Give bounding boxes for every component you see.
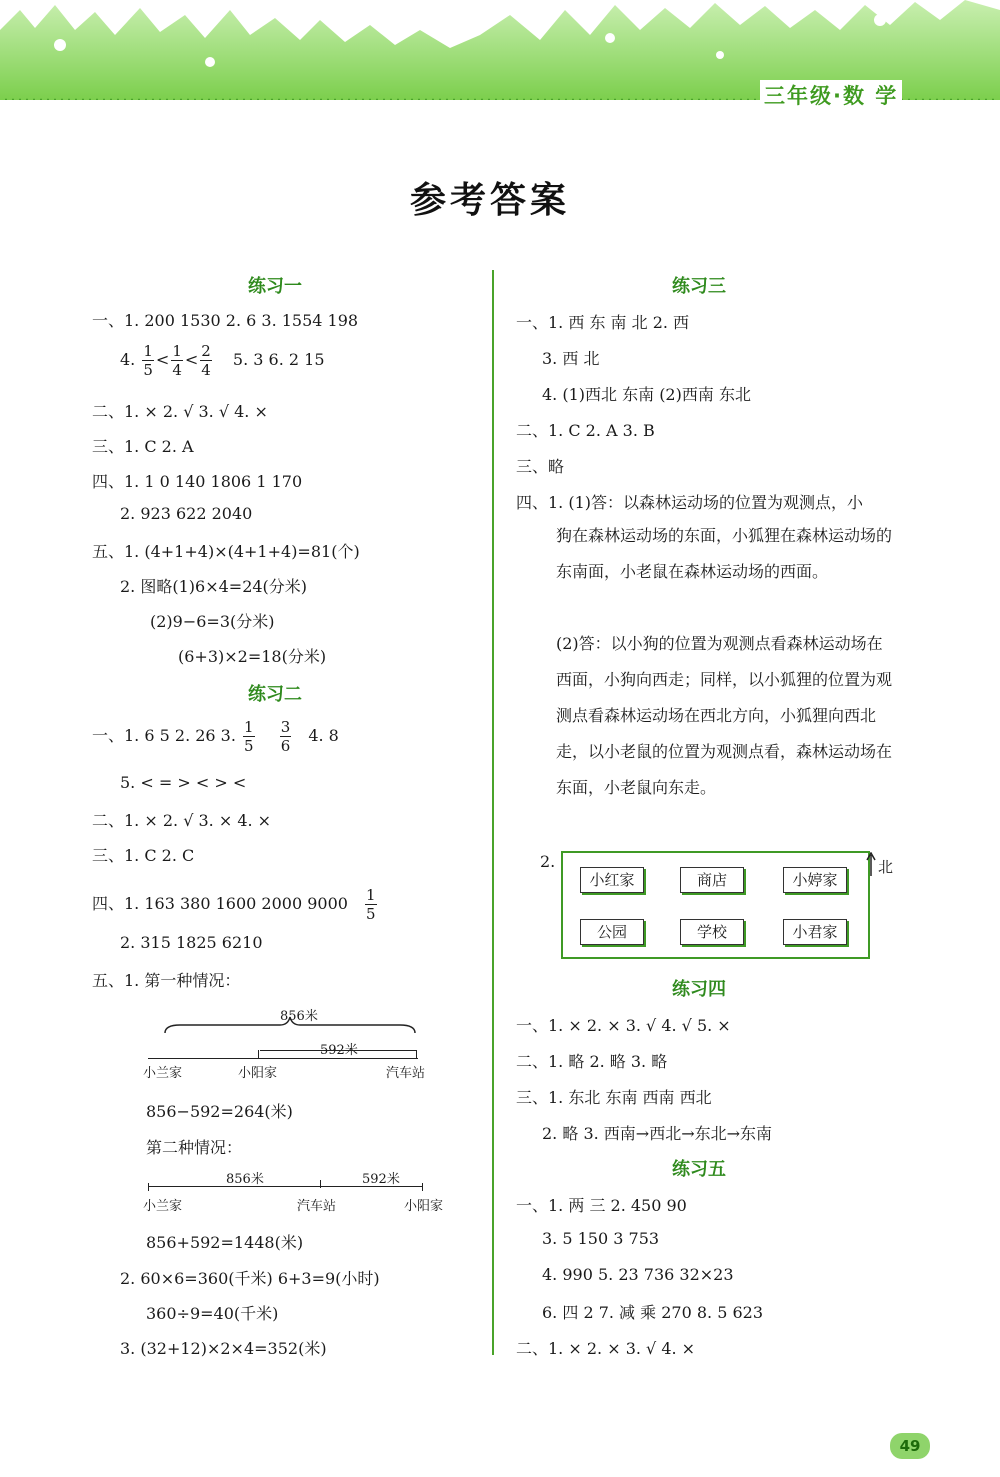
numerator: 1 [366,886,376,904]
numerator: 1 [143,342,153,360]
ex1-line-4: 三、1. C 2. A [92,437,194,456]
ex3-q2-label: 2. [540,852,556,871]
tick-xiaoyang [422,1183,423,1191]
ex2-line-9: 第二种情况： [146,1138,243,1157]
ex3-line-1: 一、1. 西 东 南 北 2. 西 [516,313,690,332]
ex2-line-5 [92,886,379,923]
north-arrow-icon [866,852,876,878]
map-cell-xiaohong-home: 小红家 [580,867,644,893]
ex2-line-4: 三、1. C 2. C [92,846,195,865]
ex4-line-2: 二、1. 略 2. 略 3. 略 [516,1052,668,1071]
ex2-line-10: 856+592=1448(米) [146,1233,304,1252]
denominator: 5 [143,361,153,379]
ex2-line-2: 5. < = > < > < [120,773,247,792]
ex2-line-3: 二、1. × 2. √ 3. × 4. × [92,811,272,830]
ex2-line-1-prefix: 一、1. 6 5 2. 26 3. [92,726,236,745]
ex3-line-5: 三、略 [516,457,565,476]
ex3-line-6: 四、1. (1)答：以森林运动场的位置为观测点，小 [516,493,864,512]
ex2-line-1-suffix: 4. 8 [308,726,339,745]
label-592: 592米 [320,1043,358,1058]
ex3-line-2: 3. 西 北 [542,349,600,368]
fraction-2-4 [200,342,212,379]
map-cell-shop: 商店 [680,867,744,893]
page-number: 49 [890,1433,930,1459]
denominator: 5 [244,737,254,755]
ex2-line-12: 360÷9=40(千米) [146,1304,279,1323]
grade-subject-label: 三年级·数 学 [760,80,902,110]
ex1-line-8: 2. 图略(1)6×4=24(分米) [120,577,308,596]
ex2-line-11: 2. 60×6=360(千米) 6+3=9(小时) [120,1269,380,1288]
north-label: 北 [878,858,894,876]
fraction-1-5 [142,342,154,379]
label-bus-station: 汽车站 [386,1066,426,1081]
ex3-line-3: 4. (1)西北 东南 (2)西南 东北 [542,385,751,404]
map-cell-xiaoting-home: 小婷家 [783,867,847,893]
map-cell-school: 学校 [680,919,744,945]
number-line [148,1058,418,1059]
fraction-1-4 [171,342,183,379]
ex2-line-7: 五、1. 第一种情况： [92,971,241,990]
ex4-line-4: 2. 略 3. 西南→西北→东北→东南 [542,1124,773,1143]
numerator: 2 [201,342,211,360]
label-xiaoyang-home: 小阳家 [238,1066,278,1081]
ex1-line-10: (6+3)×2=18(分米) [178,647,327,666]
ex4-line-1: 一、1. × 2. × 3. √ 4. √ 5. × [516,1016,731,1035]
label-856: 856米 [280,1009,318,1024]
label-856: 856米 [226,1172,264,1187]
ex3-line-4: 二、1. C 2. A 3. B [516,421,655,440]
denominator: 6 [280,737,291,755]
fraction-1-5 [243,718,255,755]
ex1-line-2 [120,342,325,379]
number-line [148,1186,423,1187]
ex5-line-4: 6. 四 2 7. 减 乘 270 8. 5 623 [542,1303,764,1322]
less-than-sign: < [155,350,170,369]
ex1-line-5: 四、1. 1 0 140 1806 1 170 [92,472,303,491]
numerator: 1 [172,342,182,360]
section-title-ex4: 练习四 [672,979,726,1000]
ex1-line-1: 一、1. 200 1530 2. 6 3. 1554 198 [92,311,359,330]
map-cell-park: 公园 [580,919,644,945]
ex2-line-8: 856−592=264(米) [146,1102,293,1121]
ex5-line-2: 3. 5 150 3 753 [542,1229,660,1248]
ex2-line-6: 2. 315 1825 6210 [120,933,263,952]
label-xiaolan-home: 小兰家 [143,1199,183,1214]
denominator: 5 [366,905,376,923]
tick-xiaoyang [258,1050,259,1058]
ex2-line-1 [92,718,339,755]
numerator: 3 [280,718,291,736]
ex3-answer-2: (2)答：以小狗的位置为观测点看森林运动场在西面，小狗向西走；同样，以小狐狸的位置为观测点看森林运动场在西北方向，小狐狸向西北走，以小老鼠的位置为观测点看，森林运动场在东面，小老鼠向东走。 [556,634,893,797]
ex1-line-9: (2)9−6=3(分米) [150,612,275,631]
label-bus-station: 汽车站 [297,1199,337,1214]
ex2-line-5-text: 四、1. 163 380 1600 2000 9000 [92,894,348,913]
ex1-line-6: 2. 923 622 2040 [120,504,253,523]
numerator: 1 [244,718,254,736]
fraction-1-5 [365,886,377,923]
ex1-line-3: 二、1. × 2. √ 3. √ 4. × [92,402,268,421]
fraction-3-6 [280,718,292,755]
page-title: 参考答案 [409,179,570,221]
denominator: 4 [172,361,182,379]
segment-592 [260,1050,417,1051]
tick-bus [416,1050,417,1058]
ex4-line-3: 三、1. 东北 东南 西南 西北 [516,1088,712,1107]
tick-xiaolan [148,1183,149,1191]
ex2-line-13: 3. (32+12)×2×4=352(米) [120,1339,327,1358]
section-title-ex5: 练习五 [672,1159,726,1180]
less-than-sign: < [184,350,199,369]
column-divider [492,270,494,1355]
ex5-line-3: 4. 990 5. 23 736 32×23 [542,1265,734,1284]
ex1-line-2-prefix: 4. [120,350,136,369]
label-xiaolan-home: 小兰家 [143,1066,183,1081]
label-592: 592米 [362,1172,400,1187]
ex3-answer-1: 狗在森林运动场的东面，小狐狸在森林运动场的东南面，小老鼠在森林运动场的西面。 [556,526,893,581]
denominator: 4 [201,361,211,379]
ex5-line-5: 二、1. × 2. × 3. √ 4. × [516,1339,696,1358]
section-title-ex1: 练习一 [248,276,302,297]
ex5-line-1: 一、1. 两 三 2. 450 90 [516,1196,687,1215]
ex1-line-7: 五、1. (4+1+4)×(4+1+4)=81(个) [92,542,360,561]
ex1-line-2-suffix: 5. 3 6. 2 15 [232,350,325,369]
tick-bus [320,1180,321,1188]
section-title-ex3: 练习三 [672,276,726,297]
section-title-ex2: 练习二 [248,684,302,705]
map-cell-xiaojun-home: 小君家 [783,919,847,945]
label-xiaoyang-home: 小阳家 [404,1199,444,1214]
direction-map [561,851,870,959]
